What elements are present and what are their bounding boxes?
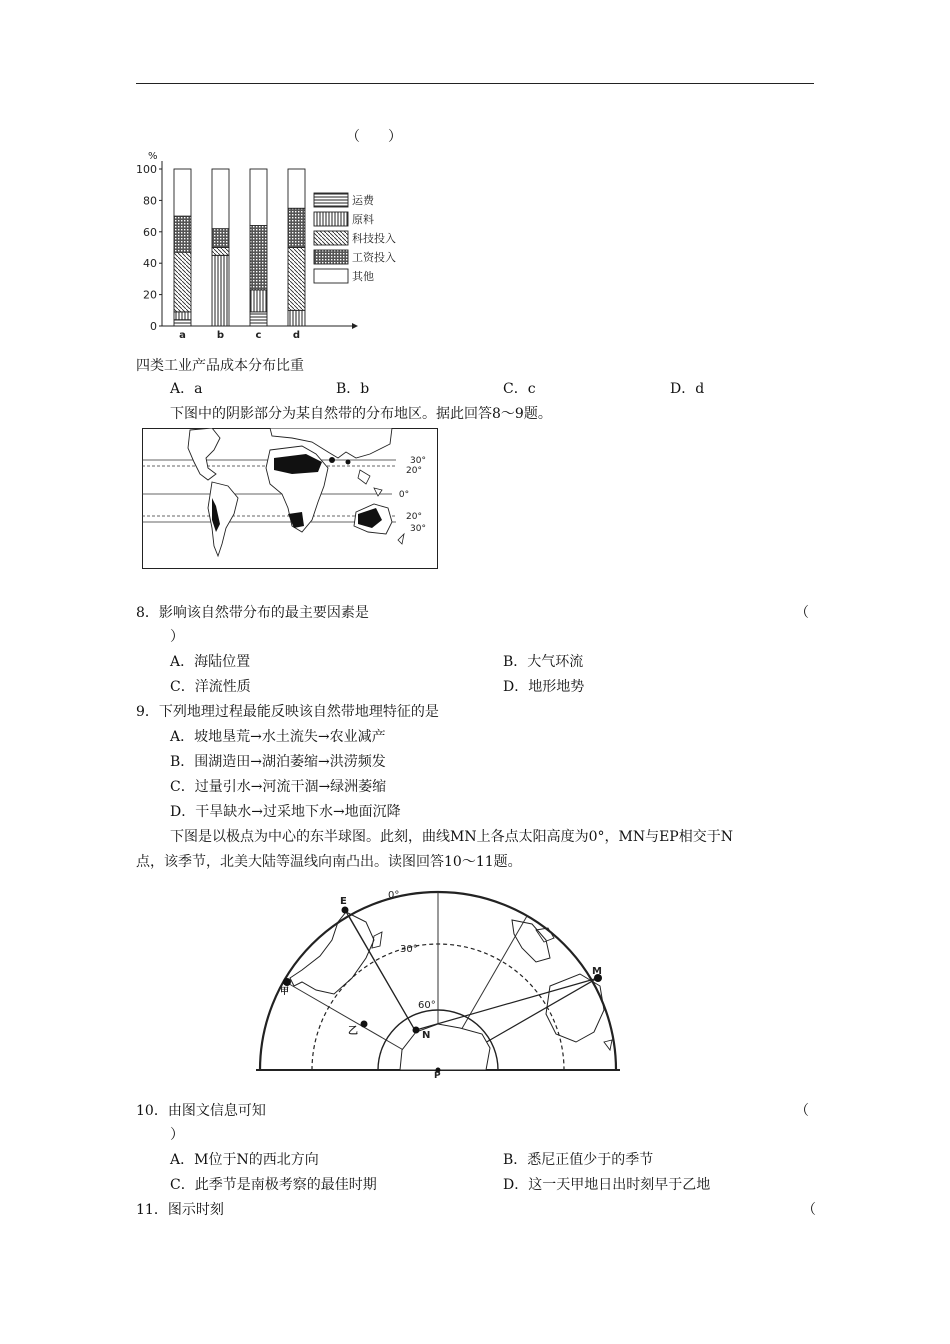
bar-segment [174, 252, 191, 312]
legend-label: 原料 [352, 213, 374, 226]
q8-paren-open: （ [795, 605, 809, 621]
q8-option-a: A．海陆位置 [170, 654, 251, 670]
bar-segment [250, 290, 267, 312]
world-zone-map [142, 428, 438, 569]
q7-option-c: C．c [503, 381, 536, 397]
y-tick-label: 0 [150, 320, 157, 333]
y-tick-label: 80 [143, 194, 157, 208]
category-label: c [255, 330, 262, 341]
bar-segment [212, 255, 229, 326]
label-yi: 乙 [348, 1026, 358, 1037]
q10-option-d: D．这一天甲地日出时刻早于乙地 [503, 1177, 711, 1193]
category-label: d [292, 330, 301, 341]
map1-intro: 下图中的阴影部分为某自然带的分布地区。据此回答8～9题。 [170, 406, 552, 422]
bar-segment [288, 248, 305, 311]
lat-label-0: 0° [398, 490, 410, 500]
bar-segment [212, 248, 229, 256]
legend-label: 科技投入 [352, 232, 396, 245]
bar-segment [250, 226, 267, 290]
q7-option-b: B．b [336, 381, 370, 397]
y-tick-label: 20 [143, 288, 157, 302]
header-rule [136, 83, 814, 84]
q9-option-a: A．坡地垦荒→水土流失→农业减产 [170, 729, 386, 745]
answer-blank: （ ） [346, 129, 402, 145]
q11-paren-open: （ [802, 1202, 816, 1218]
q8-paren-close: ） [170, 629, 184, 645]
cost-chart [130, 145, 410, 345]
label-P: P [434, 1071, 441, 1078]
legend-swatch [314, 193, 348, 207]
legend-swatch [314, 212, 348, 226]
q11-stem: 11．图示时刻 [136, 1202, 224, 1218]
y-unit-label: % [148, 151, 158, 162]
legend-label: 工资投入 [352, 251, 396, 264]
y-tick-label: 60 [143, 225, 157, 239]
label-jia: 甲 [280, 987, 290, 997]
legend-label: 运费 [352, 194, 374, 207]
q7-option-d: D．d [670, 381, 705, 397]
q10-option-c: C．此季节是南极考察的最佳时期 [170, 1177, 377, 1193]
y-tick-label: 40 [143, 257, 157, 271]
category-label: b [216, 330, 225, 341]
legend-swatch [314, 269, 348, 283]
q10-paren-open: （ [795, 1103, 809, 1119]
q8-option-b: B．大气环流 [503, 654, 584, 670]
legend-swatch [314, 250, 348, 264]
q9-stem: 9．下列地理过程最能反映该自然带地理特征的是 [136, 704, 439, 720]
lat-label-30n: 30° [410, 456, 426, 466]
polar-hemisphere-map [250, 882, 632, 1078]
legend-swatch [314, 231, 348, 245]
q7-option-a: A．a [170, 381, 203, 397]
bar-segment [174, 169, 191, 216]
legend-label: 其他 [352, 270, 374, 283]
label-30deg: 30° [400, 944, 418, 955]
q10-option-a: A．M位于N的西北方向 [170, 1152, 319, 1168]
bar-segment [174, 320, 191, 326]
bar-segment [288, 208, 305, 247]
bar-segment [174, 312, 191, 320]
label-N: N [422, 1030, 431, 1041]
bar-segment [174, 216, 191, 252]
q10-paren-close: ） [170, 1127, 184, 1143]
lat-label-20s: 20° [406, 512, 422, 522]
q8-stem: 8．影响该自然带分布的最主要因素是 [136, 605, 369, 621]
q8-option-c: C．洋流性质 [170, 679, 251, 695]
bar-segment [212, 169, 229, 229]
q9-option-c: C．过量引水→河流干涸→绿洲萎缩 [170, 779, 387, 795]
chart-caption: 四类工业产品成本分布比重 [136, 358, 304, 374]
label-0deg: 0° [388, 890, 400, 901]
q9-option-d: D．干旱缺水→过采地下水→地面沉降 [170, 804, 401, 820]
bar-segment [212, 229, 229, 248]
label-60deg: 60° [418, 1000, 436, 1011]
bar-segment [288, 310, 305, 326]
lat-label-30s: 30° [410, 524, 426, 534]
q10-option-b: B．悉尼正值少于的季节 [503, 1152, 654, 1168]
q8-option-d: D．地形地势 [503, 679, 585, 695]
label-M: M [592, 966, 602, 977]
map2-intro-line2: 点，该季节，北美大陆等温线向南凸出。读图回答10～11题。 [136, 854, 522, 870]
bar-segment [250, 312, 267, 326]
q10-stem: 10．由图文信息可知 [136, 1103, 266, 1119]
label-E: E [340, 896, 347, 907]
bar-segment [288, 169, 305, 208]
map2-intro-line1: 下图是以极点为中心的东半球图。此刻，曲线MN上各点太阳高度为0°，MN与EP相交于N [170, 829, 733, 845]
lat-label-20n: 20° [406, 466, 422, 476]
y-tick-label: 100 [136, 163, 157, 176]
q9-option-b: B．围湖造田→湖泊萎缩→洪涝频发 [170, 754, 386, 770]
bar-segment [250, 169, 267, 226]
category-label: a [179, 330, 186, 341]
x-axis-arrow [352, 323, 358, 329]
